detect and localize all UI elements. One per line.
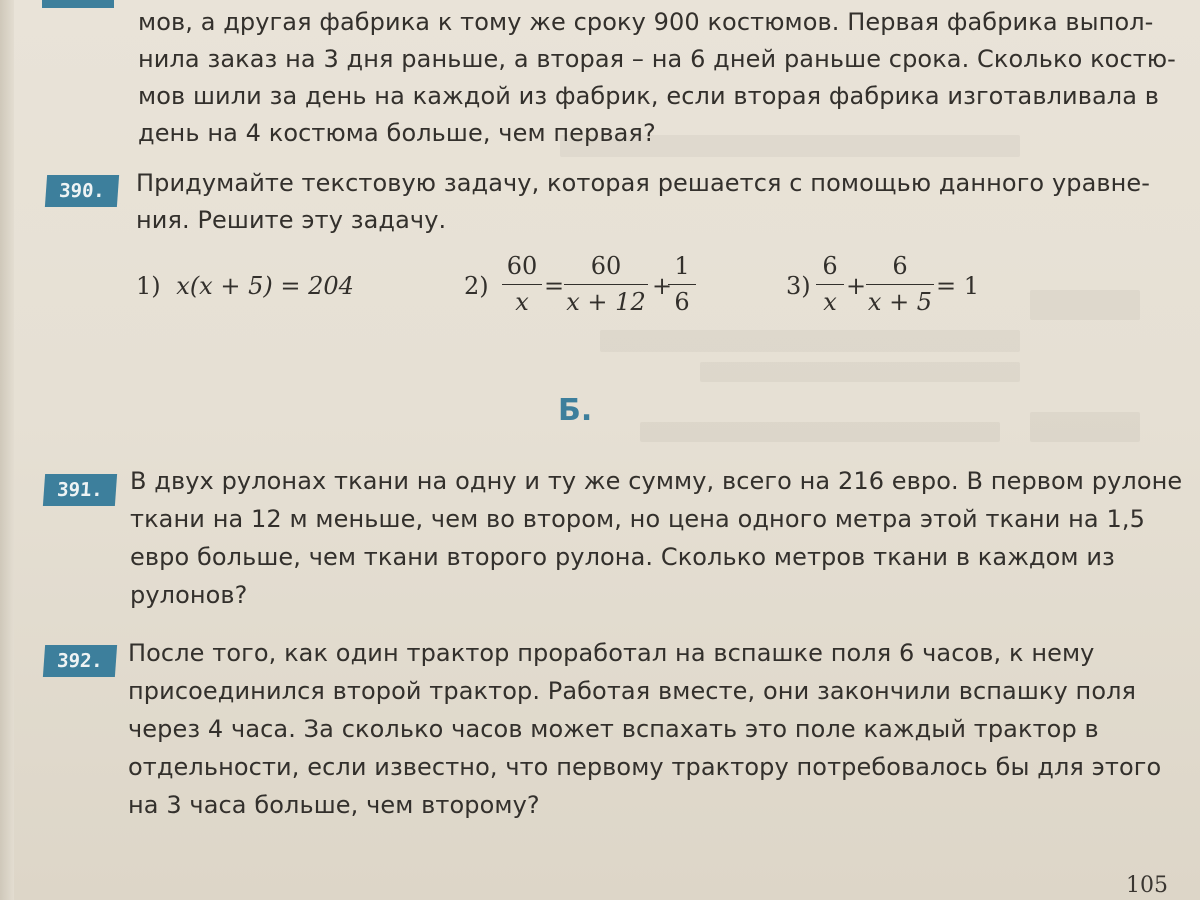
text-line: ния. Решите эту задачу.: [136, 206, 447, 234]
denominator: x: [823, 288, 837, 316]
text-line: нила заказ на 3 дня раньше, а вторая – на 6 дней раньше срока. Сколько костю-: [138, 45, 1176, 73]
denominator: x + 12: [566, 288, 646, 316]
fraction: [866, 251, 934, 317]
numerator: 6: [822, 252, 838, 280]
denominator: x + 5: [867, 288, 933, 316]
problem-389-text: [138, 4, 1176, 152]
problem-number-badge: 392.: [43, 645, 117, 677]
text-line: В двух рулонах ткани на одну и ту же сумму, всего на 216 евро. В первом рулоне: [130, 467, 1183, 495]
denominator: 6: [674, 288, 690, 316]
problem-391-text: [130, 462, 1182, 614]
equals-sign: =: [544, 272, 565, 300]
text-line: ткани на 12 м меньше, чем во втором, но цена одного метра этой ткани на 1,5: [130, 505, 1145, 533]
bleed-through-shadow: [700, 362, 1020, 382]
problem-392-text: [128, 634, 1161, 824]
bleed-through-shadow: [600, 330, 1020, 352]
equation-2: [464, 245, 724, 325]
numerator: 60: [590, 252, 622, 280]
equation-label: [136, 272, 354, 300]
fraction-bar: [866, 284, 934, 285]
text-line: на 3 часа больше, чем второму?: [128, 791, 540, 819]
denominator: x: [515, 288, 529, 316]
text-line: евро больше, чем ткани второго рулона. Сколько метров ткани в каждом из: [130, 543, 1115, 571]
fraction: [502, 251, 542, 317]
fraction: [816, 251, 844, 317]
equation-number: 1): [136, 272, 161, 300]
equation-row: [136, 245, 1036, 325]
fraction-bar: [564, 284, 648, 285]
fraction: [668, 251, 696, 317]
text-line: через 4 часа. За сколько часов может вспахать это поле каждый трактор в: [128, 715, 1099, 743]
numerator: 6: [892, 252, 908, 280]
problem-number-badge: [42, 0, 114, 8]
text-line: рулонов?: [130, 581, 248, 609]
text-line: мов, а другая фабрика к тому же сроку 900 костюмов. Первая фабрика выпол-: [138, 8, 1154, 36]
equation-label: 3): [786, 272, 811, 300]
bleed-through-shadow: [1030, 290, 1140, 320]
fraction-bar: [668, 284, 696, 285]
equals-one: = 1: [936, 272, 980, 300]
text-line: присоединился второй трактор. Работая вместе, они закончили вспашку поля: [128, 677, 1137, 705]
problem-number-badge: 390.: [45, 175, 119, 207]
equation-expression: x(x + 5) = 204: [176, 272, 354, 300]
page-binding-edge: [0, 0, 14, 900]
text-line: день на 4 костюма больше, чем первая?: [138, 119, 656, 147]
plus-sign: +: [846, 272, 867, 300]
equation-label: 2): [464, 272, 489, 300]
text-line: Придумайте текстовую задачу, которая решается с помощью данного уравне-: [136, 169, 1151, 197]
page-number: 105: [1126, 873, 1168, 898]
section-heading: Б.: [558, 393, 593, 428]
plus-sign: +: [652, 272, 673, 300]
bleed-through-shadow: [640, 422, 1000, 442]
problem-number-badge: 391.: [43, 474, 117, 506]
bleed-through-shadow: [1030, 412, 1140, 442]
text-line: мов шили за день на каждой из фабрик, если вторая фабрика изготавливала в: [138, 82, 1159, 110]
fraction-bar: [816, 284, 844, 285]
equation-3: [786, 245, 1026, 325]
problem-390-text: [136, 165, 1150, 239]
numerator: 1: [674, 252, 690, 280]
text-line: После того, как один трактор проработал на вспашке поля 6 часов, к нему: [128, 639, 1095, 667]
numerator: 60: [506, 252, 538, 280]
fraction: [564, 251, 648, 317]
text-line: отдельности, если известно, что первому трактору потребовалось бы для этого: [128, 753, 1162, 781]
fraction-bar: [502, 284, 542, 285]
